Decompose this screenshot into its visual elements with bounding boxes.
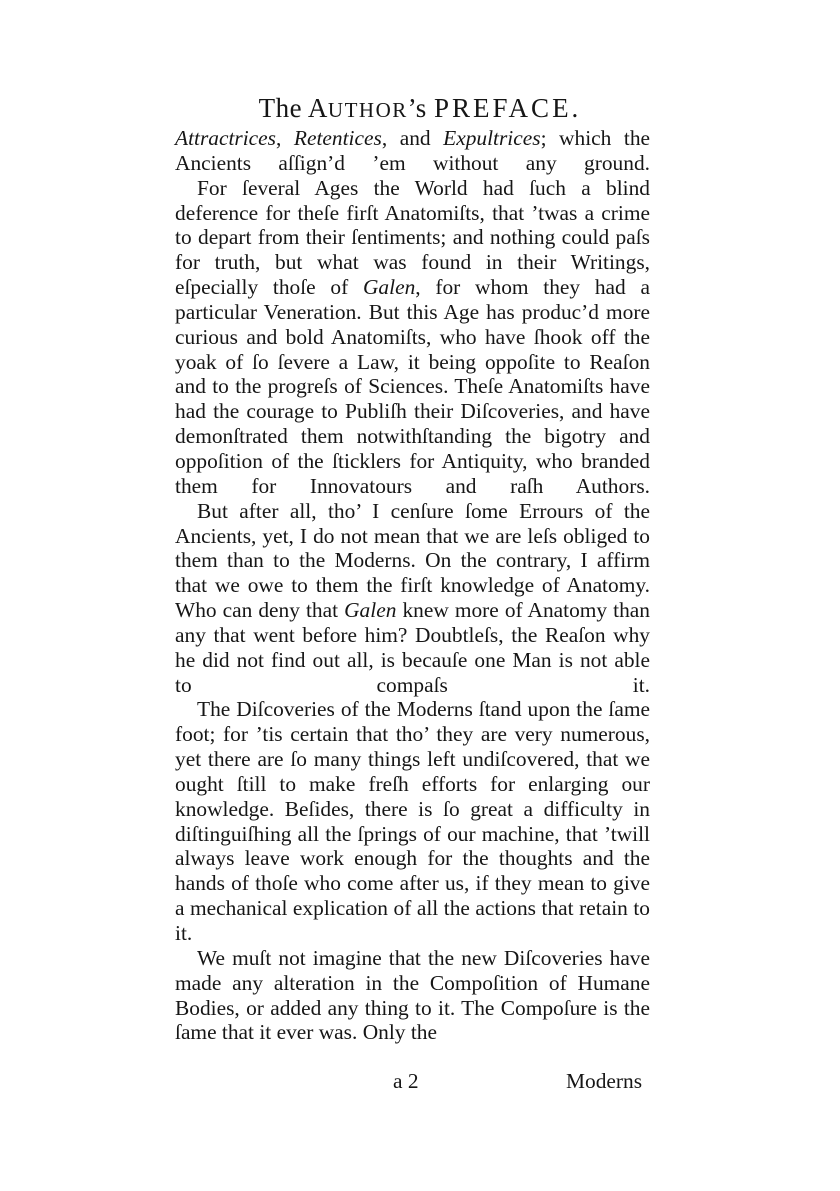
paragraph-1: Attractrices, Retentices, and Expultrices; which the Ancients aſſign’d ’em without any ground. bbox=[175, 126, 651, 175]
header-the: The bbox=[258, 93, 303, 123]
paragraph-5: We muſt not imagine that the new Diſcoveries have made any alteration in the Compoſition of Humane Bodies, or added any thing to it. The Compoſure is the ſame that it ever was. Only the bbox=[175, 945, 650, 1045]
signature-mark: a 2 bbox=[393, 1069, 419, 1093]
paragraph-4: The Diſcoveries of the Moderns ſtand upon the ſame foot; for ’tis certain that tho’ they are very numerous, yet there are ſo many things left undiſcovered, that we ought ſtill to make freſh efforts for enlarging our knowledge. Beſides, there is ſo great a difficulty in diſtinguiſhing all the ſprings of our machine, that ’twill always leave work enough for the thoughts and the hands of thoſe who come after us, if they mean to give a mechanical explication of all the actions that retain to it. bbox=[175, 697, 650, 945]
page-footer bbox=[0, 1069, 840, 1097]
running-header bbox=[0, 92, 840, 126]
header-preface: PREFACE. bbox=[434, 93, 582, 123]
page-body bbox=[175, 126, 650, 1045]
header-author: AUTHOR’s bbox=[307, 93, 427, 123]
catchword: Moderns bbox=[566, 1069, 643, 1093]
paragraph-2: For ſeveral Ages the World had ſuch a blind deference for theſe firſt Anatomiſts, that ’twas a crime to depart from their ſentiments; and nothing could paſs for truth, but what was found in their Writings, eſpecially thoſe of Galen, for whom they had a particular Veneration. But this Age has produc’d more curious and bold Anatomiſts, who have ſhook off the yoak of ſo ſevere a Law, it being oppoſite to Reaſon and to the progreſs of Sciences. Theſe Anatomiſts have had the courage to Publiſh their Diſcoveries, and have demonſtrated them notwithſtanding the bigotry and oppoſition of the ſticklers for Antiquity, who branded them for Innovatours and raſh Authors. bbox=[175, 175, 650, 498]
paragraph-3: But after all, tho’ I cenſure ſome Errours of the Ancients, yet, I do not mean that we are leſs obliged to them than to the Moderns. On the contrary, I affirm that we owe to them the firſt knowledge of Anatomy. Who can deny that Galen knew more of Anatomy than any that went before him? Doubtleſs, the Reaſon why he did not find out all, is becauſe one Man is not able to compaſs it. bbox=[175, 498, 650, 697]
